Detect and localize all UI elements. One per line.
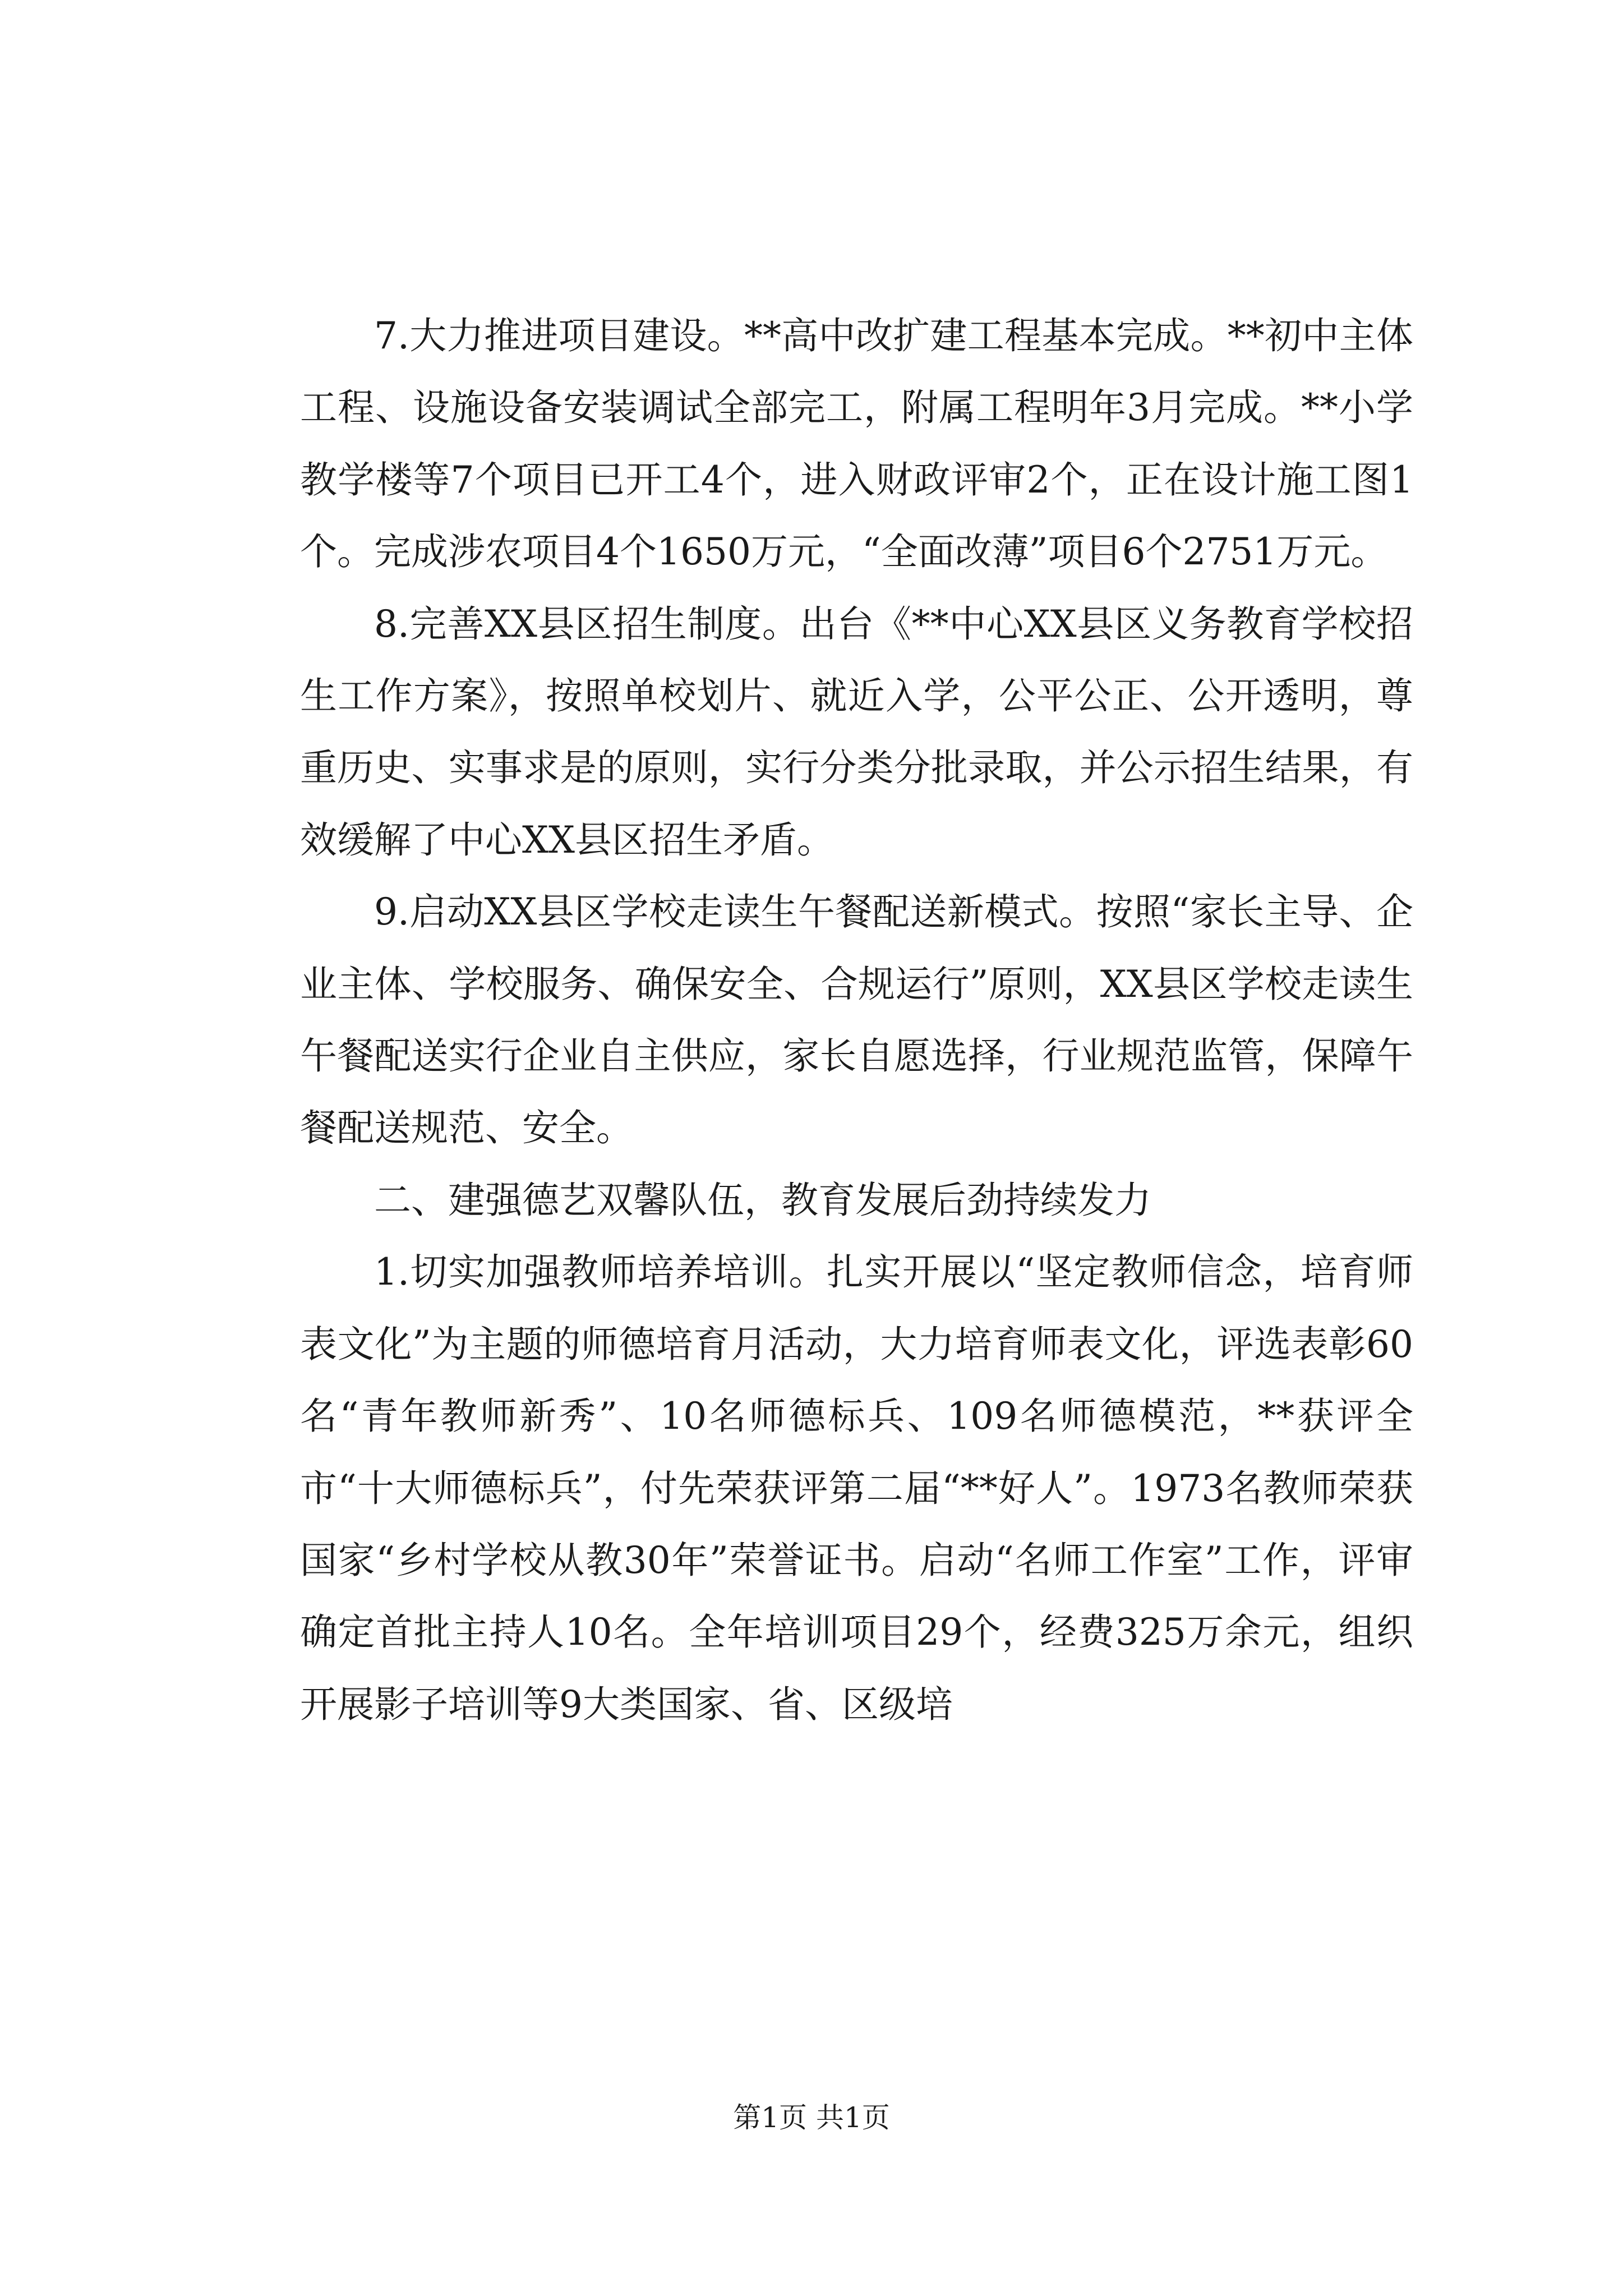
section-heading-teacher-team: 二、建强德艺双馨队伍，教育发展后劲持续发力 <box>374 1178 1151 1222</box>
paragraph-lunch-delivery: 9.启动XX县区学校走读生午餐配送新模式。按照“家长主导、企业主体、学校服务、确保安全、合规运行”原则，XX县区学校走读生午餐配送实行企业自主供应，家长自愿选择，行业规范监管，保障午餐配送规范、安全。 <box>300 890 1413 1150</box>
paragraph-project-construction: 7.大力推进项目建设。**高中改扩建工程基本完成。**初中主体工程、设施设备安装调试全部完工，附属工程明年3月完成。**小学教学楼等7个项目已开工4个，进入财政评审2个，正在设计施工图1个。完成涉农项目4个1650万元，“全面改薄”项目6个2751万元。 <box>300 314 1413 574</box>
paragraph-teacher-training: 1.切实加强教师培养培训。扎实开展以“坚定教师信念，培育师表文化”为主题的师德培育月活动，大力培育师表文化，评选表彰60名“青年教师新秀”、10名师德标兵、109名师德模范，**获评全市“十大师德标兵”，付先荣获评第二届“**好人”。1973名教师荣获国家“乡村学校从教30年”荣誉证书。启动“名师工作室”工作，评审确定首批主持人10名。全年培训项目29个，经费325万余元，组织开展影子培训等9大类国家、省、区级培 <box>300 1250 1413 1726</box>
page-footer: 第1页 共1页 <box>733 2101 890 2134</box>
paragraph-enrollment-system: 8.完善XX县区招生制度。出台《**中心XX县区义务教育学校招生工作方案》，按照单校划片、就近入学，公平公正、公开透明，尊重历史、实事求是的原则，实行分类分批录取，并公示招生结果，有效缓解了中心XX县区招生矛盾。 <box>300 602 1413 862</box>
document-body <box>300 300 1413 1741</box>
